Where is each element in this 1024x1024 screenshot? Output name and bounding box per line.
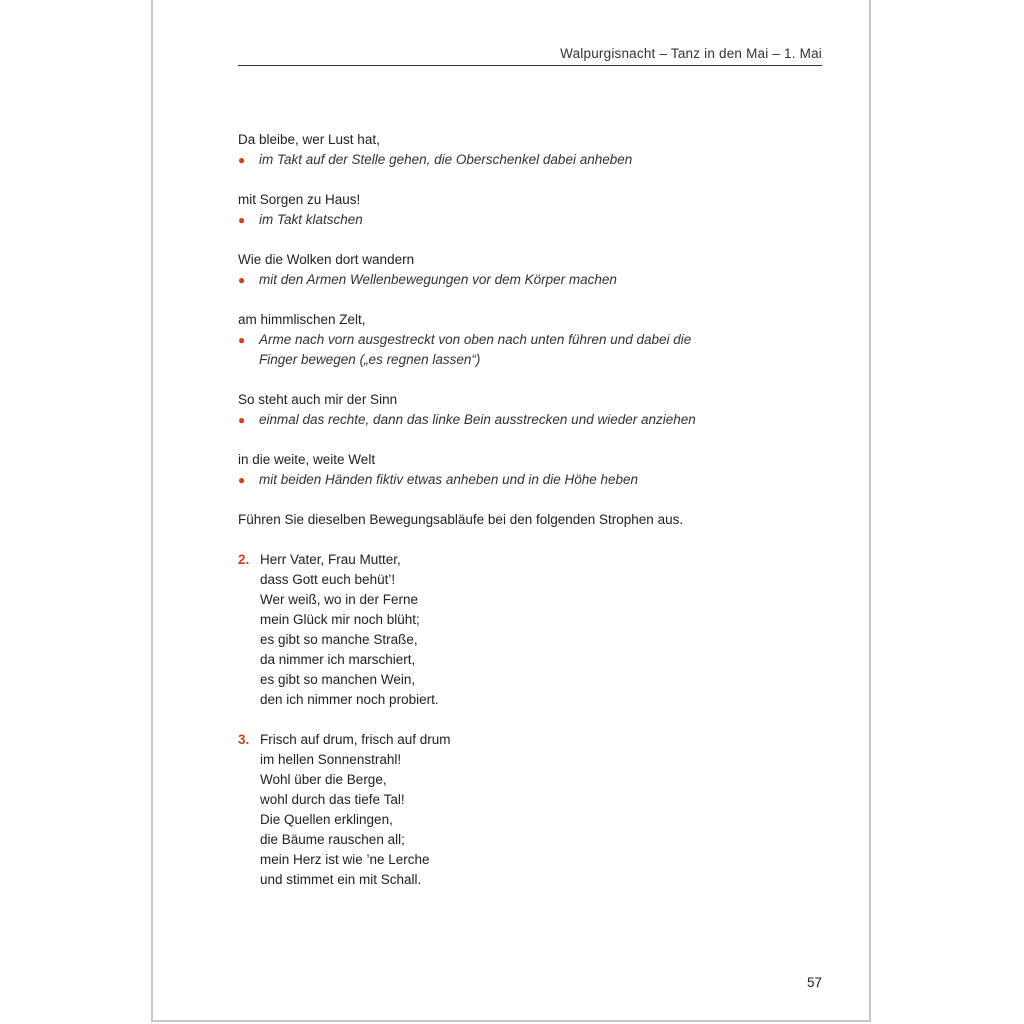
instruction-line: Finger bewegen („es regnen lassen“) <box>259 352 481 367</box>
instruction-text: mit beiden Händen fiktiv etwas anheben und in die Höhe heben <box>259 472 639 487</box>
verse-line: den ich nimmer noch probiert. <box>260 692 439 707</box>
running-header <box>238 43 822 66</box>
note-paragraph: Führen Sie dieselben Bewegungsabläufe bei den folgenden Strophen aus. <box>238 512 684 527</box>
instruction-text: im Takt auf der Stelle gehen, die Oberschenkel dabei anheben <box>259 152 633 167</box>
verse-line: im hellen Sonnenstrahl! <box>260 752 402 767</box>
lyric-block <box>238 450 838 490</box>
lyric-line: Wie die Wolken dort wandern <box>238 252 415 267</box>
instruction-text: einmal das rechte, dann das linke Bein ausstrecken und wieder anziehen <box>259 412 696 427</box>
instruction-item <box>238 270 838 290</box>
bullet-icon: ● <box>238 213 246 227</box>
verse-line: Wohl über die Berge, <box>260 772 387 787</box>
lyric-block <box>238 310 838 370</box>
instruction-text <box>259 330 719 370</box>
bullet-icon: ● <box>238 473 246 487</box>
lyric-line: Da bleibe, wer Lust hat, <box>238 132 380 147</box>
instruction-text: im Takt klatschen <box>259 212 363 227</box>
verse-number: 3. <box>238 732 250 747</box>
verse-line: Herr Vater, Frau Mutter, <box>260 552 401 567</box>
lyric-line: So steht auch mir der Sinn <box>238 392 398 407</box>
header-title: Walpurgisnacht – Tanz in den Mai – 1. Mai <box>560 46 822 61</box>
instruction-item <box>238 330 838 370</box>
verse-line: Die Quellen erklingen, <box>260 812 393 827</box>
verse-line: da nimmer ich marschiert, <box>260 652 416 667</box>
verse-3 <box>238 730 838 890</box>
instruction-item <box>238 470 838 490</box>
instruction-item <box>238 210 838 230</box>
verse-line: und stimmet ein mit Schall. <box>260 872 422 887</box>
bullet-icon: ● <box>238 413 246 427</box>
verse-line: Frisch auf drum, frisch auf drum <box>260 732 451 747</box>
lyric-line: am himmlischen Zelt, <box>238 312 366 327</box>
lyric-block <box>238 250 838 290</box>
instruction-text: mit den Armen Wellenbewegungen vor dem Körper machen <box>259 272 617 287</box>
verse-line: es gibt so manche Straße, <box>260 632 418 647</box>
bullet-icon: ● <box>238 333 246 347</box>
instruction-line: Arme nach vorn ausgestreckt von oben nach unten führen und dabei die <box>259 332 692 347</box>
verse-line: es gibt so manchen Wein, <box>260 672 416 687</box>
verse-line: die Bäume rauschen all; <box>260 832 405 847</box>
lyric-line: in die weite, weite Welt <box>238 452 376 467</box>
verse-lines <box>260 550 439 710</box>
verse-line: mein Herz ist wie ’ne Lerche <box>260 852 430 867</box>
lyric-block <box>238 130 838 170</box>
instruction-item <box>238 150 838 170</box>
verse-line: Wer weiß, wo in der Ferne <box>260 592 419 607</box>
bullet-icon: ● <box>238 273 246 287</box>
verse-lines <box>260 730 451 890</box>
verse-2 <box>238 550 838 710</box>
verse-number: 2. <box>238 552 250 567</box>
verse-line: wohl durch das tiefe Tal! <box>260 792 405 807</box>
verse-line: mein Glück mir noch blüht; <box>260 612 420 627</box>
page-number: 57 <box>806 975 822 990</box>
instruction-item <box>238 410 838 430</box>
verse-line: dass Gott euch behüt’! <box>260 572 396 587</box>
lyric-block <box>238 390 838 430</box>
lyric-block <box>238 190 838 230</box>
page-content <box>238 130 838 910</box>
lyric-line: mit Sorgen zu Haus! <box>238 192 361 207</box>
bullet-icon: ● <box>238 153 246 167</box>
